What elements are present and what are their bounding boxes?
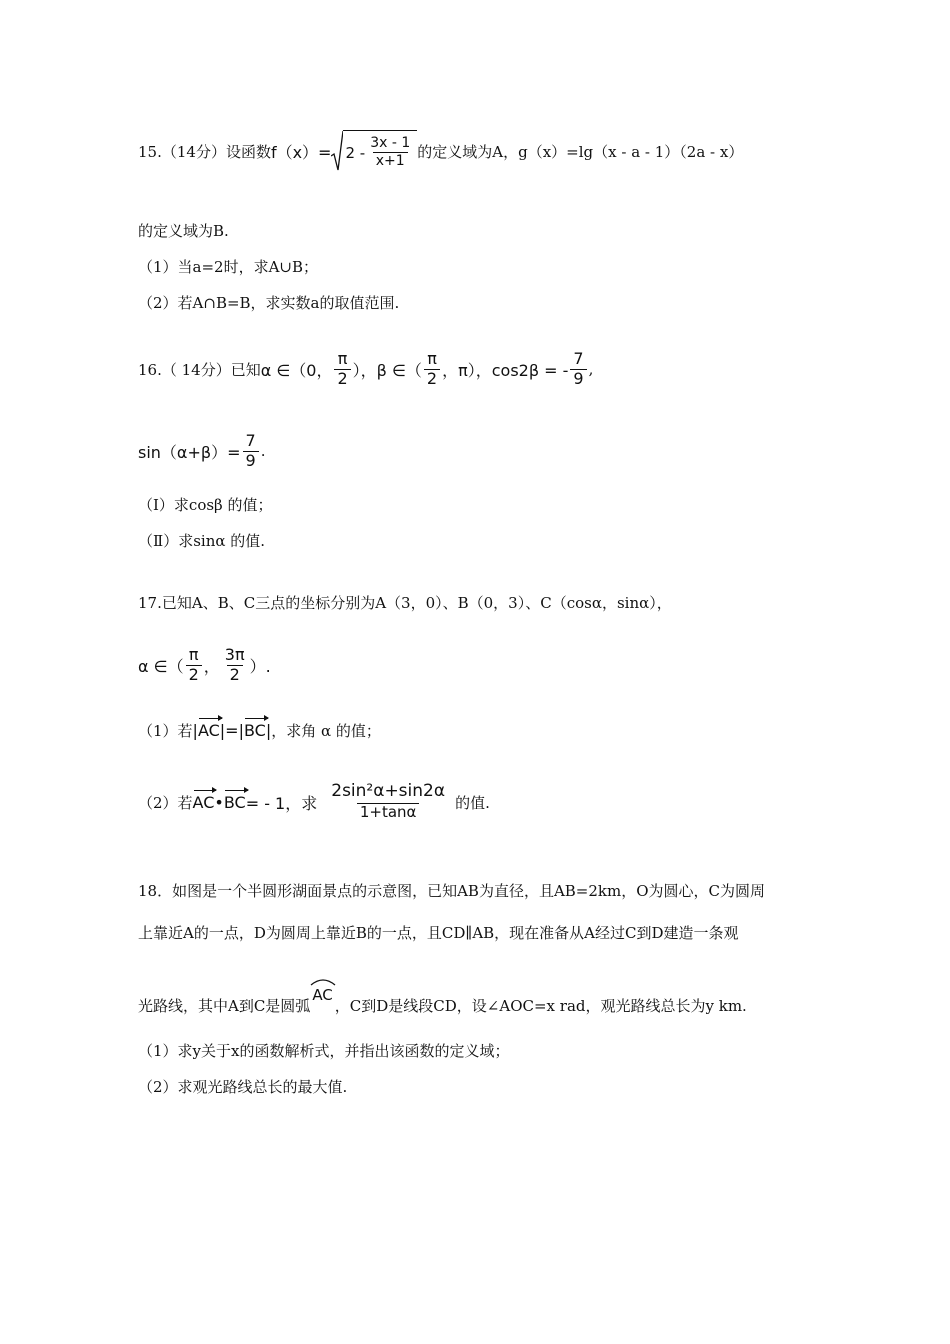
q17-p1-post: ，求角 α 的值； [271, 721, 381, 740]
arc-icon [310, 978, 336, 986]
q17-frac-pi-2: $\frac{\pi}{2}$ [186, 647, 202, 684]
q16-comma: , [588, 360, 594, 378]
q15-fraction [367, 136, 413, 168]
q15-sqrt-two: 2 - [345, 143, 366, 162]
q15-tail: 的定义域为A，g（x）=lg（x - a - 1）（2a - x） [417, 142, 744, 161]
q15-line2: 的定义域为B. [138, 222, 229, 240]
q16-sin: sin（α+β）= [138, 442, 241, 462]
q17-abs-ac: |AC| [192, 720, 226, 740]
q15-line1 [138, 128, 743, 174]
q18-line1: 18．如图是一个半圆形湖面景点的示意图，已知AB为直径，且AB=2km，O为圆心，C为圆周 [138, 882, 766, 900]
q17-line1: 17.已知A、B、C三点的坐标分别为A（3，0）、B（0，3）、C（cosα，sinα）， [138, 594, 672, 612]
q18-part2: （2）求观光路线总长的最大值. [138, 1078, 348, 1096]
q17-big-fraction [323, 783, 453, 821]
q17-line2 [138, 642, 271, 688]
q17-abs-bc: |BC| [238, 720, 272, 740]
q18-part1: （1）求y关于x的函数解析式，并指出该函数的定义域； [138, 1042, 510, 1060]
q15-head: 15.（14分）设函数 [138, 142, 271, 161]
q17-p2-pre: （2）若 [138, 793, 193, 812]
q15-numerator: 3x - 1 [370, 135, 411, 152]
q18-line3-pre: 光路线，其中A到C是圆弧 [138, 997, 311, 1015]
q18-line3 [138, 980, 747, 1016]
q15-denominator: x+1 [373, 152, 408, 169]
q16-frac-7-9b: $\frac{7}{9}$ [243, 433, 259, 470]
q16-frac-pi-2a: $\frac{\pi}{2}$ [334, 351, 350, 388]
q16-part1: （Ⅰ）求cosβ 的值； [138, 496, 273, 514]
q16-line2 [138, 428, 265, 474]
q17-p2-post: 的值. [455, 793, 490, 812]
q17-p1-pre: （1）若 [138, 721, 193, 740]
vector-bc-2: BC [223, 792, 246, 812]
q17-frac-den: 1+tanα [357, 803, 420, 821]
q15-sqrt [331, 130, 417, 172]
q16-period: . [260, 442, 266, 460]
q16-close2: ，π），cos2β = - [442, 360, 569, 380]
q16-head: 16.（ 14分）已知 [138, 360, 261, 379]
q17-alpha-in: α ∈（ [138, 656, 184, 676]
q17-eq: = [225, 720, 239, 740]
q16-line1 [138, 346, 593, 392]
q15-part2: （2）若A∩B=B，求实数a的取值范围. [138, 294, 400, 312]
q17-dot-product: AC•BC [192, 792, 246, 812]
radical-sign-icon [331, 130, 343, 172]
q17-part1 [138, 712, 381, 748]
q17-p2-eq: = - 1，求 [245, 793, 318, 813]
q16-close1: ），β ∈（ [352, 360, 422, 380]
q17-frac-3pi-2: $\frac{3\pi}{2}$ [224, 644, 245, 684]
q17-part2 [138, 774, 490, 830]
q18-line3-post: ，C到D是线段CD，设∠AOC=x rad，观光路线总长为y km. [334, 997, 747, 1015]
q16-alpha-in: α ∈（0， [260, 360, 333, 380]
q16-frac-pi-2b: $\frac{\pi}{2}$ [424, 351, 440, 388]
vector-ac: AC [197, 720, 220, 740]
q15-function: f（x）= [270, 142, 332, 162]
vector-ac-2: AC [192, 792, 215, 812]
q18-line2: 上靠近A的一点，D为圆周上靠近B的一点，且CD∥AB，现在准备从A经过C到D建造一条观 [138, 924, 739, 942]
q17-close: ）. [249, 656, 271, 676]
q17-sep: ， [203, 656, 220, 676]
q16-part2: （Ⅱ）求sinα 的值. [138, 532, 266, 550]
q17-frac-num: 2sin²α+sin2α [331, 781, 446, 802]
q16-frac-7-9a: $\frac{7}{9}$ [570, 351, 586, 388]
q15-part1: （1）当a=2时，求A∪B； [138, 258, 319, 276]
q18-arc-ac: AC [312, 986, 332, 1004]
vector-bc: BC [243, 720, 266, 740]
